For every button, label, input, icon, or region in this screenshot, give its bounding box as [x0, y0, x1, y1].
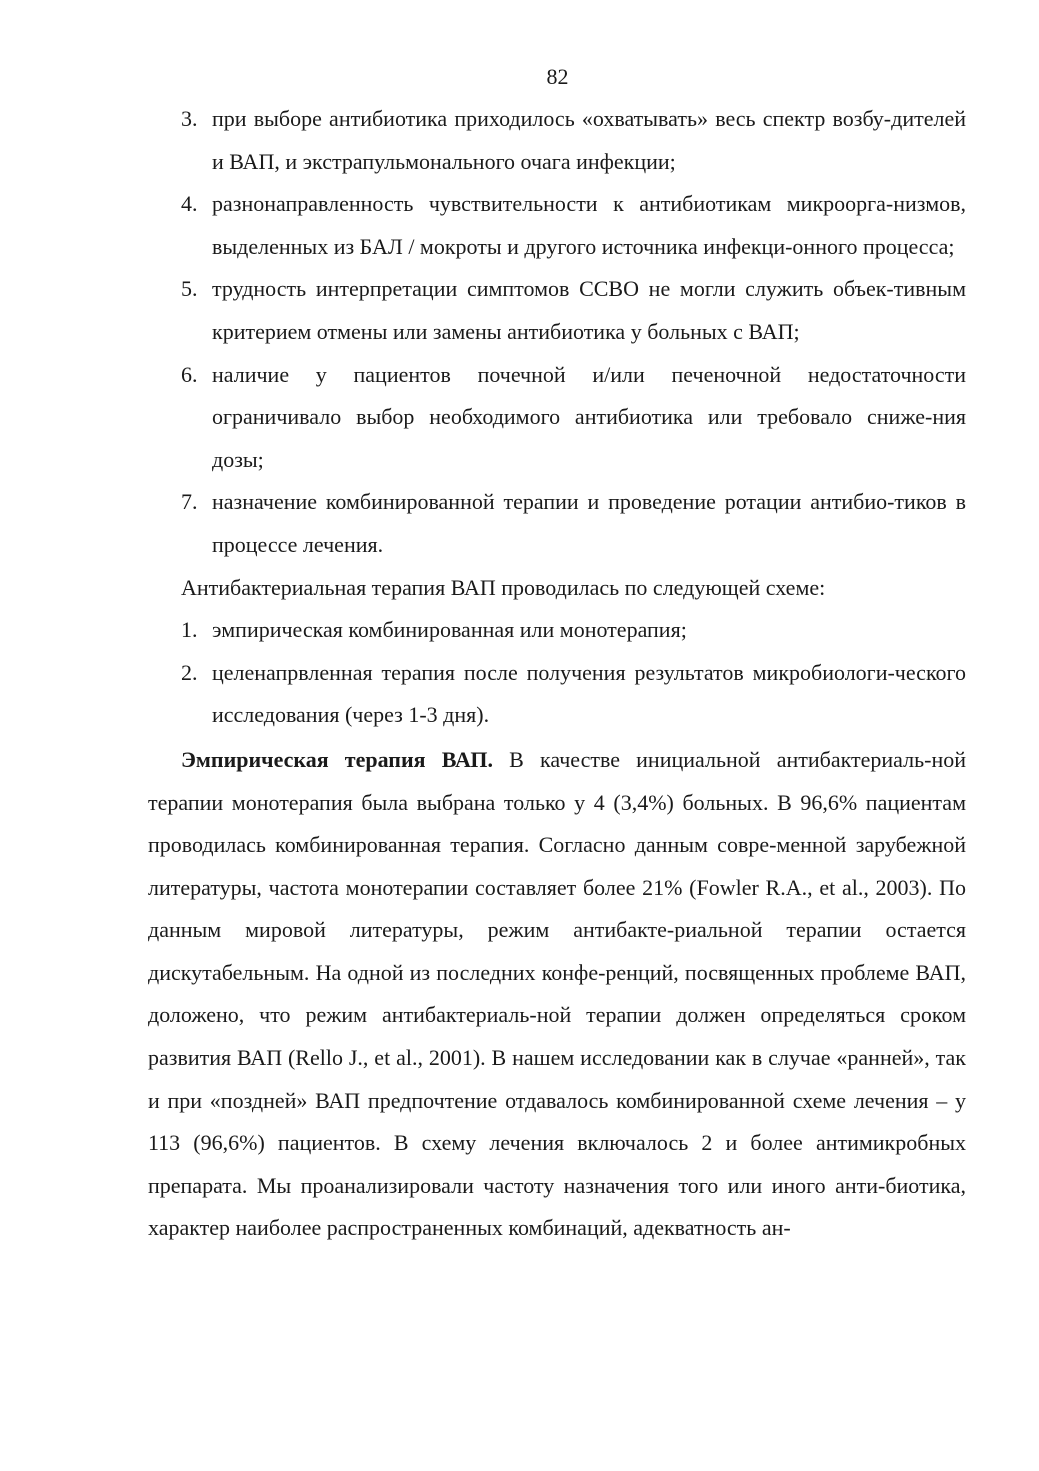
list-item [148, 98, 966, 183]
list-item-number: 6. [181, 361, 198, 387]
therapy-scheme-list [148, 609, 966, 737]
list-item-number: 2. [181, 659, 198, 685]
list-item [148, 481, 966, 566]
list-item-text: наличие у пациентов почечной и/или печеночной недостаточности ограничивало выбор необходимого антибиотика или требовало сниже-ния дозы; [212, 361, 966, 472]
list-item-text: назначение комбинированной терапии и проведение ротации антибио-тиков в процессе лечения. [212, 489, 966, 557]
section-heading: Эмпирическая терапия ВАП. [181, 746, 493, 772]
difficulties-list [148, 98, 966, 567]
empirical-therapy-paragraph [148, 739, 966, 1250]
list-item-text: эмпирическая комбинированная или монотерапия; [212, 617, 687, 643]
page-content [148, 98, 966, 1250]
list-item-text: целенапрвленная терапия после получения результатов микробиологи-ческого исследования (через 1-3 дня). [212, 659, 966, 728]
list-item [148, 609, 966, 652]
therapy-scheme-intro: Антибактериальная терапия ВАП проводилась по следующей схеме: [181, 574, 826, 600]
list-item-number: 7. [181, 489, 198, 515]
list-item-text: трудность интерпретации симптомов ССВО не могли служить объек-тивным критерием отмены или замены антибиотика у больных с ВАП; [212, 276, 966, 344]
paragraph-text: В качестве инициальной антибактериаль-ной терапии монотерапия была выбрана только у 4 (3,4%) больных. В 96,6% пациентам проводилась комбинированная терапия. Согласно данным совре-менной зарубежной литературы, частота монотерапии составляет более 21% (Fowler R.A., et al., 2003). По данным мировой литературы, режим антибакте-риальной терапии остается дискутабельным. На одной из последних конфе-ренций, посвященных проблеме ВАП, доложено, что режим антибактериаль-ной терапии должен определяться сроком развития ВАП (Rello J., et al., 2001). В нашем исследовании как в случае «ранней», так и при «поздней» ВАП предпочтение отдавалось комбинированной схеме лечения – у 113 (96,6%) пациентов. В схему лечения включалось 2 и более антимикробных препарата. Мы проанализировали частоту назначения того или иного анти-биотика, характер наиболее распространенных комбинаций, адекватность ан- [148, 746, 966, 1241]
list-item-number: 5. [181, 276, 198, 302]
list-item-number: 3. [181, 106, 198, 131]
list-item [148, 354, 966, 482]
page-number: 82 [546, 64, 569, 89]
list-item [148, 652, 966, 737]
list-item [148, 268, 966, 353]
list-item-text: при выборе антибиотика приходилось «охватывать» весь спектр возбу-дителей и ВАП, и экстрапульмонального очага инфекции; [212, 106, 966, 174]
list-item-number: 1. [181, 617, 198, 643]
list-item-text: разнонаправленность чувствительности к антибиотикам микроорга-низмов, выделенных из БАЛ / мокроты и другого источника инфекци-онного процесса; [212, 191, 966, 259]
list-item-number: 4. [181, 191, 198, 217]
list-item [148, 183, 966, 268]
